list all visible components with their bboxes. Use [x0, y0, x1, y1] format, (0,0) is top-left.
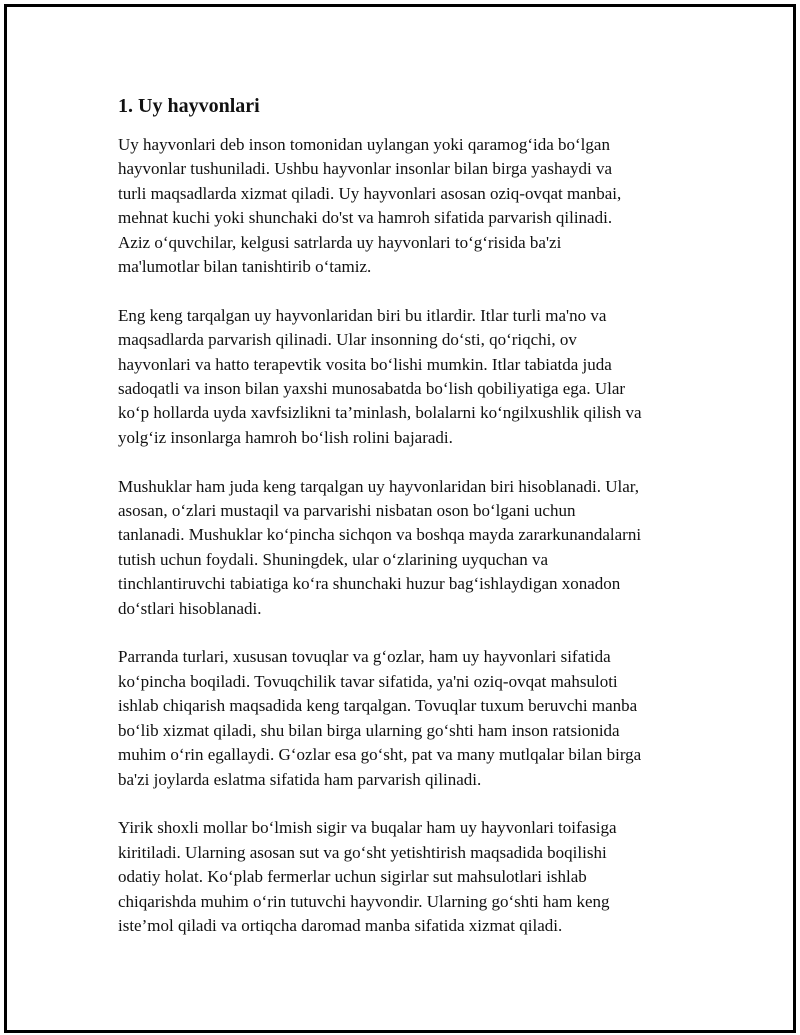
- paragraph-line: muhim o‘rin egallaydi. G‘ozlar esa go‘sht, pat va many mutlqalar bilan birga: [118, 745, 642, 765]
- paragraph-line: bo‘lib xizmat qiladi, shu bilan birga ularning go‘shti ham inson ratsionida: [118, 720, 620, 740]
- paragraph-line: ko‘p hollarda uyda xavfsizlikni ta’minlash, bolalarni ko‘ngilxushlik qilish va: [118, 403, 642, 423]
- paragraph-line: ishlab chiqarish maqsadida keng tarqalgan. Tovuqlar tuxum beruvchi manba: [118, 696, 638, 716]
- paragraph-line: ko‘pincha boqiladi. Tovuqchilik tavar sifatida, ya'ni oziq-ovqat mahsuloti: [118, 671, 618, 691]
- paragraph-line: do‘stlari hisoblanadi.: [118, 598, 262, 618]
- paragraph-line: yolg‘iz insonlarga hamroh bo‘lish rolini bajaradi.: [118, 427, 453, 447]
- paragraph-poultry: [118, 645, 700, 791]
- paragraph-line: turli maqsadlarda xizmat qiladi. Uy hayvonlari asosan oziq-ovqat manbai,: [118, 183, 622, 203]
- paragraph-line: chiqarishda muhim o‘rin tutuvchi hayvondir. Ularning go‘shti ham keng: [118, 891, 610, 911]
- paragraph-line: Parranda turlari, xususan tovuqlar va g‘ozlar, ham uy hayvonlari sifatida: [118, 647, 611, 667]
- paragraph-line: tinchlantiruvchi tabiatiga ko‘ra shunchaki huzur bag‘ishlaydigan xonadon: [118, 574, 621, 594]
- paragraph-line: odatiy holat. Ko‘plab fermerlar uchun sigirlar sut mahsulotlari ishlab: [118, 867, 587, 887]
- paragraph-line: Eng keng tarqalgan uy hayvonlaridan biri bu itlardir. Itlar turli ma'no va: [118, 305, 607, 325]
- paragraph-line: hayvonlar tushuniladi. Ushbu hayvonlar insonlar bilan birga yashaydi va: [118, 159, 613, 179]
- paragraph-line: tutish uchun foydali. Shuningdek, ular o‘zlarining uyquchan va: [118, 549, 549, 569]
- paragraph-cattle: [118, 816, 700, 938]
- paragraph-line: iste’mol qiladi va ortiqcha daromad manba sifatida xizmat qiladi.: [118, 915, 563, 935]
- paragraph-cats: [118, 475, 700, 621]
- paragraph-line: hayvonlari va hatto terapevtik vosita bo‘lishi mumkin. Itlar tabiatda juda: [118, 354, 612, 374]
- document-body: [118, 93, 700, 963]
- paragraph-intro: [118, 133, 700, 279]
- paragraph-line: mehnat kuchi yoki shunchaki do'st va hamroh sifatida parvarish qilinadi.: [118, 208, 613, 228]
- paragraph-line: tanlanadi. Mushuklar ko‘pincha sichqon va boshqa mayda zararkunandalarni: [118, 525, 642, 545]
- paragraph-line: Mushuklar ham juda keng tarqalgan uy hayvonlaridan biri hisoblanadi. Ular,: [118, 476, 639, 496]
- paragraph-line: sadoqatli va inson bilan yaxshi munosabatda bo‘lish qobiliyatiga ega. Ular: [118, 379, 626, 399]
- paragraph-line: ba'zi joylarda eslatma sifatida ham parvarish qilinadi.: [118, 769, 482, 789]
- paragraph-line: ma'lumotlar bilan tanishtirib o‘tamiz.: [118, 257, 372, 277]
- paragraph-line: maqsadlarda parvarish qilinadi. Ular insonning do‘sti, qo‘riqchi, ov: [118, 330, 577, 350]
- paragraph-line: asosan, o‘zlari mustaqil va parvarishi nisbatan oson bo‘lgani uchun: [118, 501, 576, 521]
- paragraph-line: kiritiladi. Ularning asosan sut va go‘sht yetishtirish maqsadida boqilishi: [118, 842, 607, 862]
- paragraph-line: Yirik shoxli mollar bo‘lmish sigir va buqalar ham uy hayvonlari toifasiga: [118, 818, 617, 838]
- paragraph-line: Aziz o‘quvchilar, kelgusi satrlarda uy hayvonlari to‘g‘risida ba'zi: [118, 232, 562, 252]
- paragraph-dogs: [118, 304, 700, 450]
- document-title: 1. Uy hayvonlari: [118, 95, 260, 117]
- paragraph-line: Uy hayvonlari deb inson tomonidan uylangan yoki qaramog‘ida bo‘lgan: [118, 135, 610, 154]
